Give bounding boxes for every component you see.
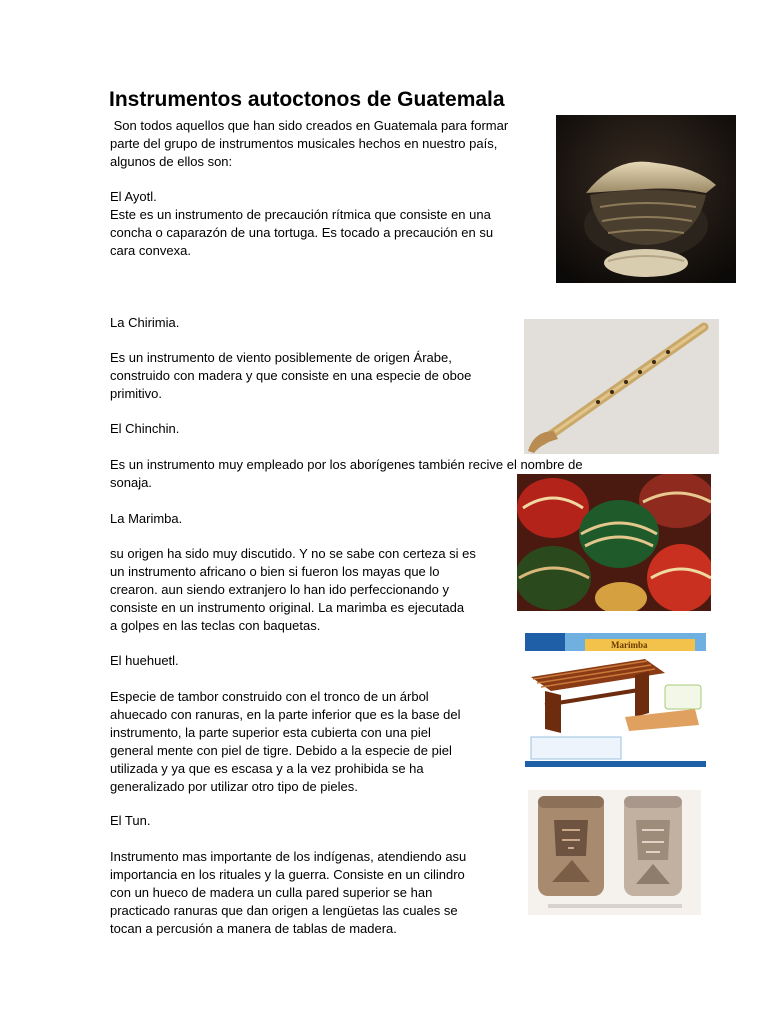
tun-photo [528,790,701,915]
text-line: Este es un instrumento de precaución rítmica que consiste en una [110,207,491,222]
chinchin-photo [517,474,711,611]
text-line: utilizada y ya que es escasa y a la vez prohibida se ha [110,761,424,776]
text-line: general mente con piel de tigre. Debido a la especie de piel [110,743,452,758]
text-line: primitivo. [110,386,163,401]
text-line: construido con madera y que consiste en una especie de oboe [110,368,472,383]
text-line: instrumento, la parte superior esta cubierta con una piel [110,725,431,740]
ayotl-photo [556,115,736,283]
text-line: parte del grupo de instrumentos musicales hechos en nuestro país, [110,136,498,151]
text-line: Es un instrumento de viento posiblemente de origen Árabe, [110,350,452,365]
section-heading-chirimia: La Chirimia. [110,315,180,330]
text-line: algunos de ellos son: [110,154,233,169]
text-line: su origen ha sido muy discutido. Y no se sabe con certeza si es [110,546,476,561]
text-line: Es un instrumento muy empleado por los aborígenes también recive el nombre de [110,457,583,472]
marimba-poster [525,633,706,767]
text-line: Instrumento mas importante de los indígenas, atendiendo asu [110,849,467,864]
section-heading-chinchin: El Chinchin. [110,421,180,436]
section-heading-tun: El Tun. [110,813,151,828]
text-line: ahuecado con ranuras, en la parte inferior que es la base del [110,707,461,722]
text-line: cara convexa. [110,243,191,258]
section-heading-marimba: La Marimba. [110,511,183,526]
text-line: tocan a percusión a manera de tablas de madera. [110,921,397,936]
poster-header: Marimba [611,640,648,650]
chirimia-photo [524,319,719,454]
page-title: Instrumentos autoctonos de Guatemala [109,88,505,111]
section-heading-ayotl: El Ayotl. [110,189,157,204]
text-line: concha o caparazón de una tortuga. Es tocado a precaución en su [110,225,494,240]
text-line: consiste en un instrumento original. La marimba es ejecutada [110,600,465,615]
text-line: con un hueco de madera un culla pared superior se han [110,885,433,900]
text-line: Especie de tambor construido con el tronco de un árbol [110,689,429,704]
text-line: sonaja. [110,475,152,490]
text-line: Son todos aquellos que han sido creados en Guatemala para formar [110,118,509,133]
text-line: generalizado por utilizar otro tipo de pieles. [110,779,358,794]
text-line: a golpes en las teclas con baquetas. [110,618,321,633]
text-line: importancia en los rituales y la guerra. Consiste en un cilindro [110,867,465,882]
text-line: crearon. aun siendo extranjero lo han ido perfeccionando y [110,582,449,597]
section-heading-huehuetl: El huehuetl. [110,653,179,668]
text-line: un instrumento africano o bien si fueron los mayas que lo [110,564,440,579]
text-line: practicado ranuras que dan origen a lengüetas las cuales se [110,903,458,918]
